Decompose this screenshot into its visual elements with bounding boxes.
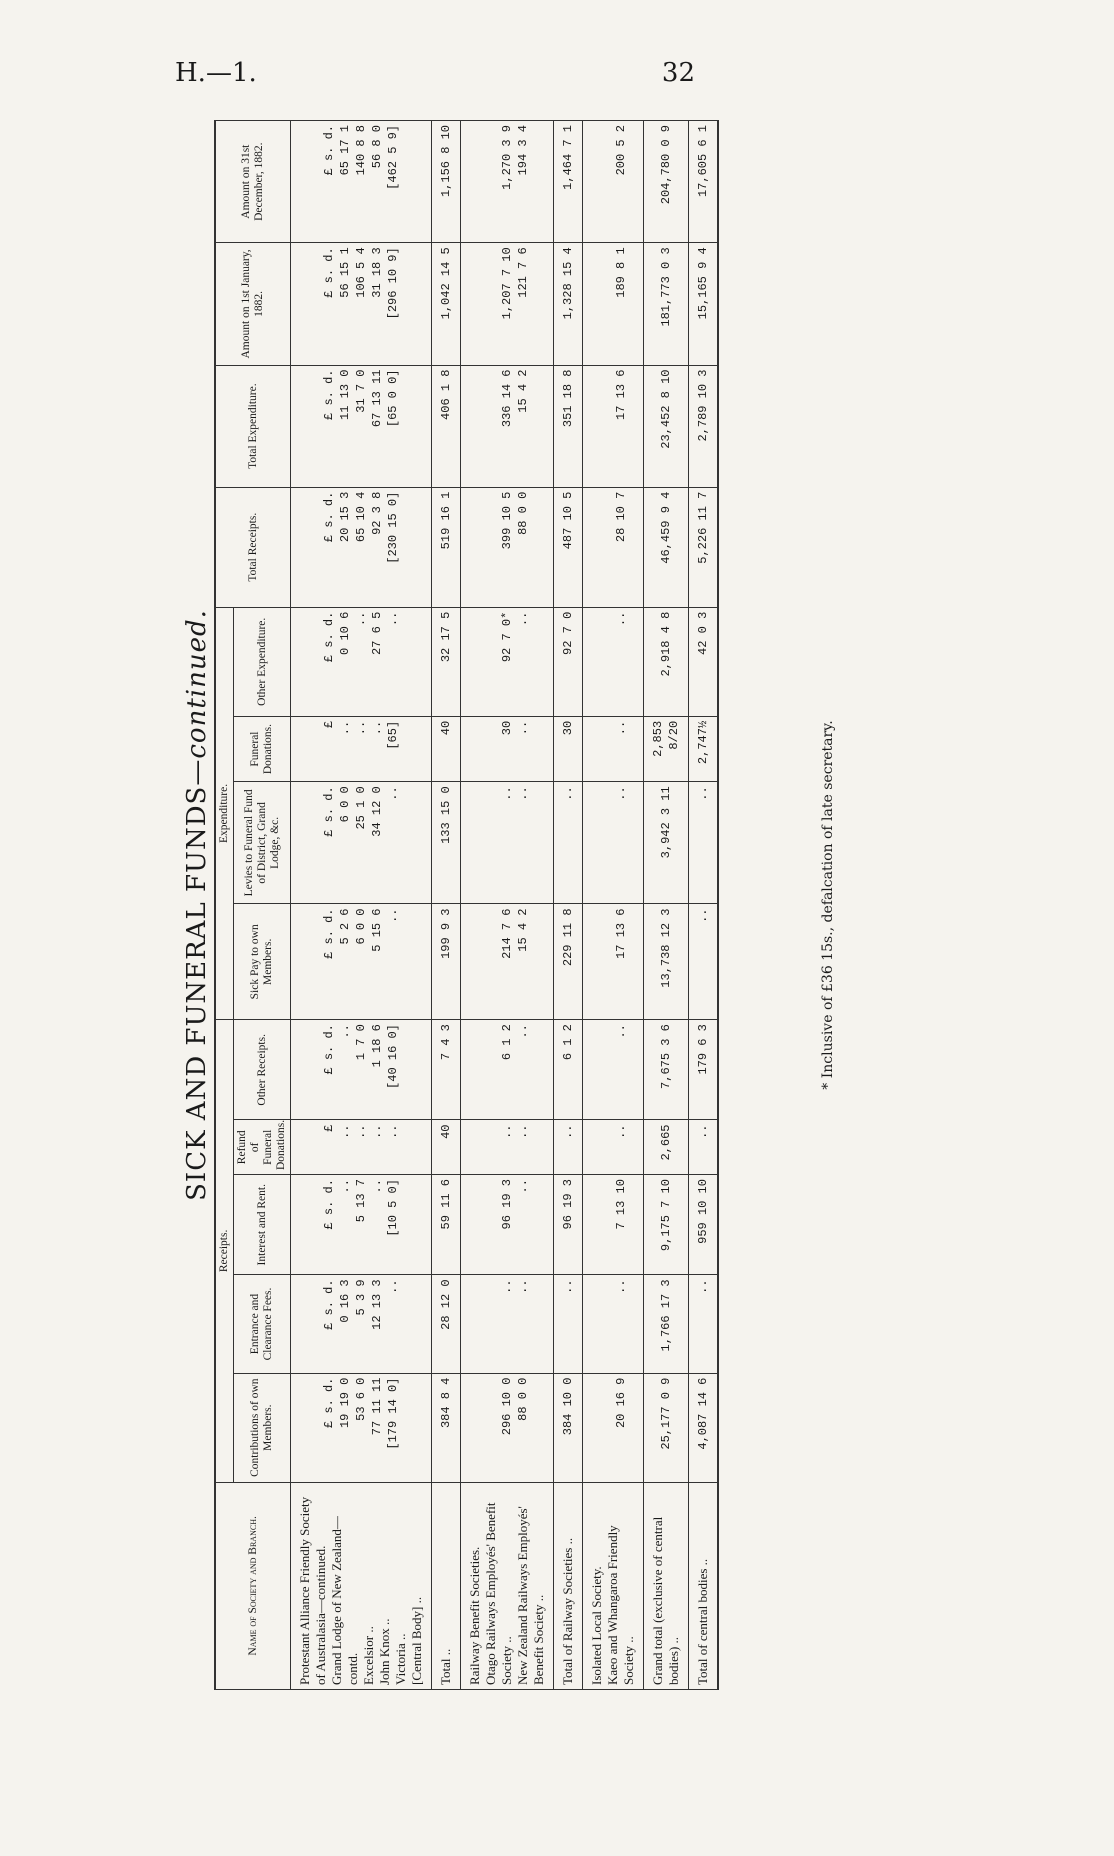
cell-total-receipts: 28 10 7 xyxy=(583,487,644,607)
col-sick-pay: Sick Pay to own Members. xyxy=(234,904,291,1020)
footnote: * Inclusive of £36 15s., defalcation of late secretary. xyxy=(820,720,836,1090)
cell-levies: .. xyxy=(554,782,583,904)
table-row xyxy=(432,121,461,1690)
cell-other-receipts: 7,675 3 6 xyxy=(644,1020,689,1120)
cell-sick-pay: £ s. d. 5 2 6 6 0 0 5 15 6 .. xyxy=(291,904,432,1020)
cell-amount-dec: 1,156 8 10 xyxy=(432,121,461,243)
cell-refund: 2,665 xyxy=(644,1120,689,1175)
cell-contributions: 384 8 4 xyxy=(432,1373,461,1482)
cell-entrance: £ s. d. 0 16 3 5 3 9 12 13 3 .. xyxy=(291,1275,432,1373)
cell-levies: .. .. xyxy=(461,782,554,904)
cell-other-expenditure: 92 7 0* .. xyxy=(461,607,554,716)
col-funeral-donations: Funeral Donations. xyxy=(234,716,291,781)
cell-total-expenditure: 351 18 8 xyxy=(554,365,583,487)
funds-table xyxy=(214,120,719,1690)
cell-interest: 959 10 10 xyxy=(689,1175,719,1275)
cell-other-expenditure: 92 7 0 xyxy=(554,607,583,716)
cell-other-receipts: £ s. d. .. 1 7 0 1 18 6 [40 16 0] xyxy=(291,1020,432,1120)
cell-sick-pay: 214 7 6 15 4 2 xyxy=(461,904,554,1020)
cell-refund: 40 xyxy=(432,1120,461,1175)
table-row xyxy=(689,121,719,1690)
cell-funeral-donations: 40 xyxy=(432,716,461,781)
cell-levies: £ s. d. 6 0 0 25 1 0 34 12 0 .. xyxy=(291,782,432,904)
group-header-row xyxy=(215,121,234,1690)
cell-entrance: 28 12 0 xyxy=(432,1275,461,1373)
cell-name: Total .. xyxy=(432,1482,461,1689)
table-title xyxy=(180,120,214,1690)
cell-refund: £ .. .. .. .. xyxy=(291,1120,432,1175)
cell-funeral-donations: 2,853 8/20 xyxy=(644,716,689,781)
cell-interest: 9,175 7 10 xyxy=(644,1175,689,1275)
cell-funeral-donations: £ .. .. .. [65] xyxy=(291,716,432,781)
cell-name: Railway Benefit Societies. Otago Railways Employés' Benefit Society .. New Zealand Railways Employés' Benefit Society .. xyxy=(461,1482,554,1689)
col-total-receipts: Total Receipts. xyxy=(215,487,291,607)
cell-sick-pay: 229 11 8 xyxy=(554,904,583,1020)
cell-other-expenditure: 42 0 3 xyxy=(689,607,719,716)
table-row xyxy=(461,121,554,1690)
col-name: Name of Society and Branch. xyxy=(215,1482,291,1689)
cell-contributions: £ s. d. 19 19 0 53 6 0 77 11 11 [179 14 0] xyxy=(291,1373,432,1482)
cell-refund: .. .. xyxy=(461,1120,554,1175)
cell-sick-pay: 17 13 6 xyxy=(583,904,644,1020)
document-reference: H.—1. xyxy=(175,58,257,88)
table-title-suffix: continued. xyxy=(182,609,212,759)
cell-other-receipts: 179 6 3 xyxy=(689,1020,719,1120)
cell-other-expenditure: 32 17 5 xyxy=(432,607,461,716)
cell-contributions: 20 16 9 xyxy=(583,1373,644,1482)
cell-interest: 96 19 3 xyxy=(554,1175,583,1275)
cell-funeral-donations: 30 xyxy=(554,716,583,781)
cell-amount-jan: £ s. d. 56 15 1 106 5 4 31 18 3 [296 10 9] xyxy=(291,243,432,365)
col-other-expenditure: Other Expenditure. xyxy=(234,607,291,716)
table-body xyxy=(291,121,719,1690)
cell-amount-dec: £ s. d. 65 17 1 140 8 8 56 8 0 [462 5 9] xyxy=(291,121,432,243)
cell-interest: 96 19 3 .. xyxy=(461,1175,554,1275)
cell-interest: 59 11 6 xyxy=(432,1175,461,1275)
cell-funeral-donations: .. xyxy=(583,716,644,781)
cell-contributions: 296 10 0 88 0 0 xyxy=(461,1373,554,1482)
cell-name: Total of Railway Societies .. xyxy=(554,1482,583,1689)
cell-other-receipts: 6 1 2 .. xyxy=(461,1020,554,1120)
col-contributions: Contributions of own Members. xyxy=(234,1373,291,1482)
cell-name: Protestant Alliance Friendly Society of Australasia—continued. Grand Lodge of New Zealand—contd. Excelsior .. John Knox .. Victoria .. [Central Body] .. xyxy=(291,1482,432,1689)
cell-total-expenditure: 2,789 10 3 xyxy=(689,365,719,487)
cell-amount-jan: 1,207 7 10 121 7 6 xyxy=(461,243,554,365)
table-row xyxy=(291,121,432,1690)
cell-name: Isolated Local Society. Kaeo and Whangaroa Friendly Society .. xyxy=(583,1482,644,1689)
cell-refund: .. xyxy=(689,1120,719,1175)
group-receipts: Receipts. xyxy=(215,1020,234,1483)
cell-amount-dec: 204,780 0 9 xyxy=(644,121,689,243)
group-expenditure: Expenditure. xyxy=(215,607,234,1019)
col-other-receipts: Other Receipts. xyxy=(234,1020,291,1120)
cell-total-receipts: 519 16 1 xyxy=(432,487,461,607)
col-interest: Interest and Rent. xyxy=(234,1175,291,1275)
cell-amount-jan: 181,773 0 3 xyxy=(644,243,689,365)
cell-interest: 7 13 10 xyxy=(583,1175,644,1275)
cell-total-expenditure: 17 13 6 xyxy=(583,365,644,487)
cell-other-receipts: .. xyxy=(583,1020,644,1120)
col-amount-dec: Amount on 31st December, 1882. xyxy=(215,121,291,243)
cell-levies: 133 15 0 xyxy=(432,782,461,904)
cell-sick-pay: .. xyxy=(689,904,719,1020)
cell-amount-dec: 1,464 7 1 xyxy=(554,121,583,243)
cell-levies: 3,942 3 11 xyxy=(644,782,689,904)
table-row xyxy=(644,121,689,1690)
cell-total-receipts: 5,226 11 7 xyxy=(689,487,719,607)
page-number: 32 xyxy=(661,58,695,88)
cell-entrance: 1,766 17 3 xyxy=(644,1275,689,1373)
cell-amount-dec: 200 5 2 xyxy=(583,121,644,243)
cell-entrance: .. .. xyxy=(461,1275,554,1373)
cell-amount-jan: 1,042 14 5 xyxy=(432,243,461,365)
table-row xyxy=(554,121,583,1690)
cell-refund: .. xyxy=(554,1120,583,1175)
cell-amount-jan: 1,328 15 4 xyxy=(554,243,583,365)
cell-funeral-donations: 30 .. xyxy=(461,716,554,781)
cell-entrance: .. xyxy=(689,1275,719,1373)
cell-funeral-donations: 2,747½ xyxy=(689,716,719,781)
cell-total-expenditure: £ s. d. 11 13 0 31 7 0 67 13 11 [65 0 0] xyxy=(291,365,432,487)
cell-name: Total of central bodies .. xyxy=(689,1482,719,1689)
cell-entrance: .. xyxy=(583,1275,644,1373)
cell-other-receipts: 6 1 2 xyxy=(554,1020,583,1120)
cell-interest: £ s. d. .. 5 13 7 .. [10 5 0] xyxy=(291,1175,432,1275)
cell-contributions: 25,177 0 9 xyxy=(644,1373,689,1482)
cell-total-expenditure: 23,452 8 10 xyxy=(644,365,689,487)
cell-name: Grand total (exclusive of central bodies) .. xyxy=(644,1482,689,1689)
cell-contributions: 4,087 14 6 xyxy=(689,1373,719,1482)
cell-amount-jan: 189 8 1 xyxy=(583,243,644,365)
rotated-table-sheet xyxy=(180,120,836,1690)
cell-amount-dec: 17,605 6 1 xyxy=(689,121,719,243)
col-entrance: Entrance and Clearance Fees. xyxy=(234,1275,291,1373)
cell-amount-jan: 15,165 9 4 xyxy=(689,243,719,365)
cell-total-receipts: 487 10 5 xyxy=(554,487,583,607)
cell-total-receipts: £ s. d. 20 15 3 65 10 4 92 3 8 [230 15 0] xyxy=(291,487,432,607)
cell-other-expenditure: 2,918 4 8 xyxy=(644,607,689,716)
cell-levies: .. xyxy=(689,782,719,904)
cell-total-receipts: 46,459 9 4 xyxy=(644,487,689,607)
col-refund: Refund of Funeral Donations. xyxy=(234,1120,291,1175)
cell-contributions: 384 10 0 xyxy=(554,1373,583,1482)
cell-amount-dec: 1,270 3 9 194 3 4 xyxy=(461,121,554,243)
col-levies: Levies to Funeral Fund of District, Grand Lodge, &c. xyxy=(234,782,291,904)
table-title-main: SICK AND FUNERAL FUNDS— xyxy=(182,758,212,1201)
cell-other-expenditure: £ s. d. 0 10 6 .. 27 6 5 .. xyxy=(291,607,432,716)
cell-other-receipts: 7 4 3 xyxy=(432,1020,461,1120)
cell-sick-pay: 199 9 3 xyxy=(432,904,461,1020)
cell-other-expenditure: .. xyxy=(583,607,644,716)
col-total-expenditure: Total Expenditure. xyxy=(215,365,291,487)
page-header xyxy=(175,58,695,88)
cell-levies: .. xyxy=(583,782,644,904)
cell-sick-pay: 13,738 12 3 xyxy=(644,904,689,1020)
cell-total-receipts: 399 10 5 88 0 0 xyxy=(461,487,554,607)
cell-entrance: .. xyxy=(554,1275,583,1373)
cell-total-expenditure: 336 14 6 15 4 2 xyxy=(461,365,554,487)
table-row xyxy=(583,121,644,1690)
cell-total-expenditure: 406 1 8 xyxy=(432,365,461,487)
cell-refund: .. xyxy=(583,1120,644,1175)
col-amount-jan: Amount on 1st January, 1882. xyxy=(215,243,291,365)
